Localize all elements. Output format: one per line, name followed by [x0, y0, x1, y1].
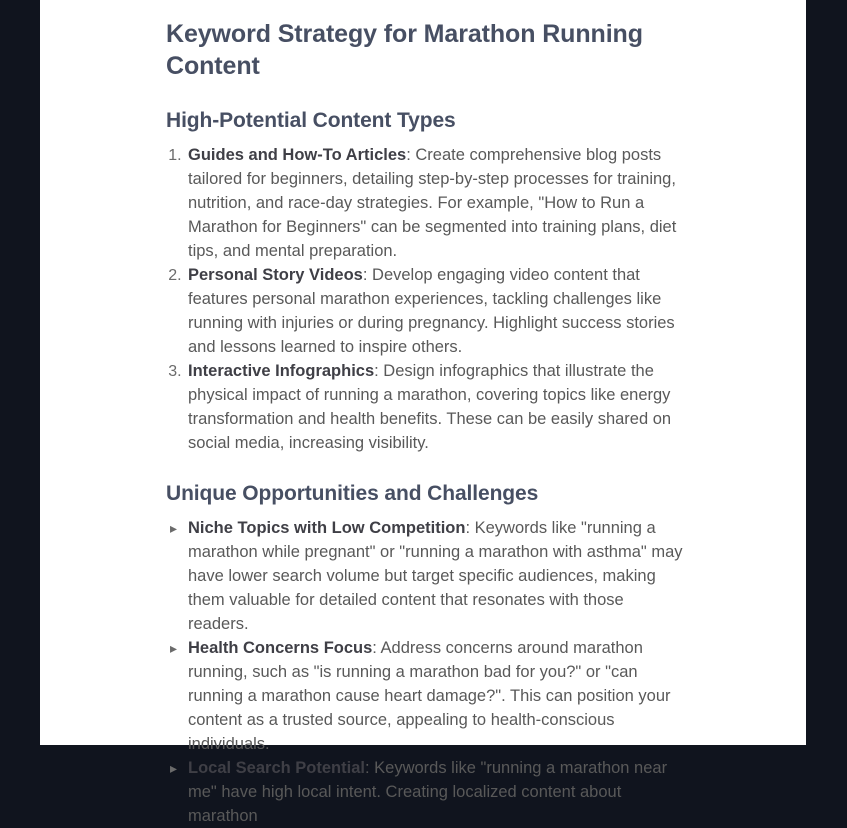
list-item-lead-in: Local Search Potential: [188, 759, 365, 777]
list-item-lead-in: Guides and How-To Articles: [188, 146, 407, 164]
list-item-body: : Keywords like "running a marathon while pregnant" or "running a marathon with asthma" may have lower search volume but target specific audiences, making them valuable for detailed content that resonates with those readers.: [188, 519, 683, 633]
list-item-body: : Keywords like "running a marathon near me" have high local intent. Creating localized content about marathon: [188, 759, 668, 825]
list-item: [186, 636, 686, 756]
document-content-column: [166, 0, 686, 828]
list-item: [186, 756, 686, 828]
section-heading-unique-opportunities-and-challenges: Unique Opportunities and Challenges: [166, 482, 539, 505]
list-item: [186, 263, 686, 359]
list-item-lead-in: Niche Topics with Low Competition: [188, 519, 466, 537]
list-item-lead-in: Personal Story Videos: [188, 266, 363, 284]
list-item-body: : Address concerns around marathon running, such as "is running a marathon bad for you?" or "can running a marathon cause heart damage?". This can position your content as a trusted source, appealing to health-conscious individuals.: [188, 639, 671, 753]
list-item-body: : Develop engaging video content that features personal marathon experiences, tackling challenges like running with injuries or during pregnancy. Highlight success stories and lessons learned to inspire others.: [188, 266, 675, 356]
list-item: [186, 143, 686, 263]
page-title: Keyword Strategy for Marathon Running Content: [166, 20, 643, 80]
list-item-body: : Create comprehensive blog posts tailored for beginners, detailing step-by-step processes for training, nutrition, and race-day strategies. For example, "How to Run a Marathon for Beginners" can be segmented into training plans, diet tips, and mental preparation.: [188, 146, 677, 260]
unique-opportunities-and-challenges-list: [166, 516, 686, 828]
list-item: [186, 516, 686, 636]
document-page: [40, 0, 806, 825]
list-item-lead-in: Health Concerns Focus: [188, 639, 373, 657]
high-potential-content-types-list: [166, 143, 686, 455]
list-item: [186, 359, 686, 455]
list-item-body: : Design infographics that illustrate the physical impact of running a marathon, covering topics like energy transformation and health benefits. These can be easily shared on social media, increasing visibility.: [188, 362, 672, 452]
section-heading-high-potential-content-types: High-Potential Content Types: [166, 109, 456, 132]
list-item-lead-in: Interactive Infographics: [188, 362, 375, 380]
